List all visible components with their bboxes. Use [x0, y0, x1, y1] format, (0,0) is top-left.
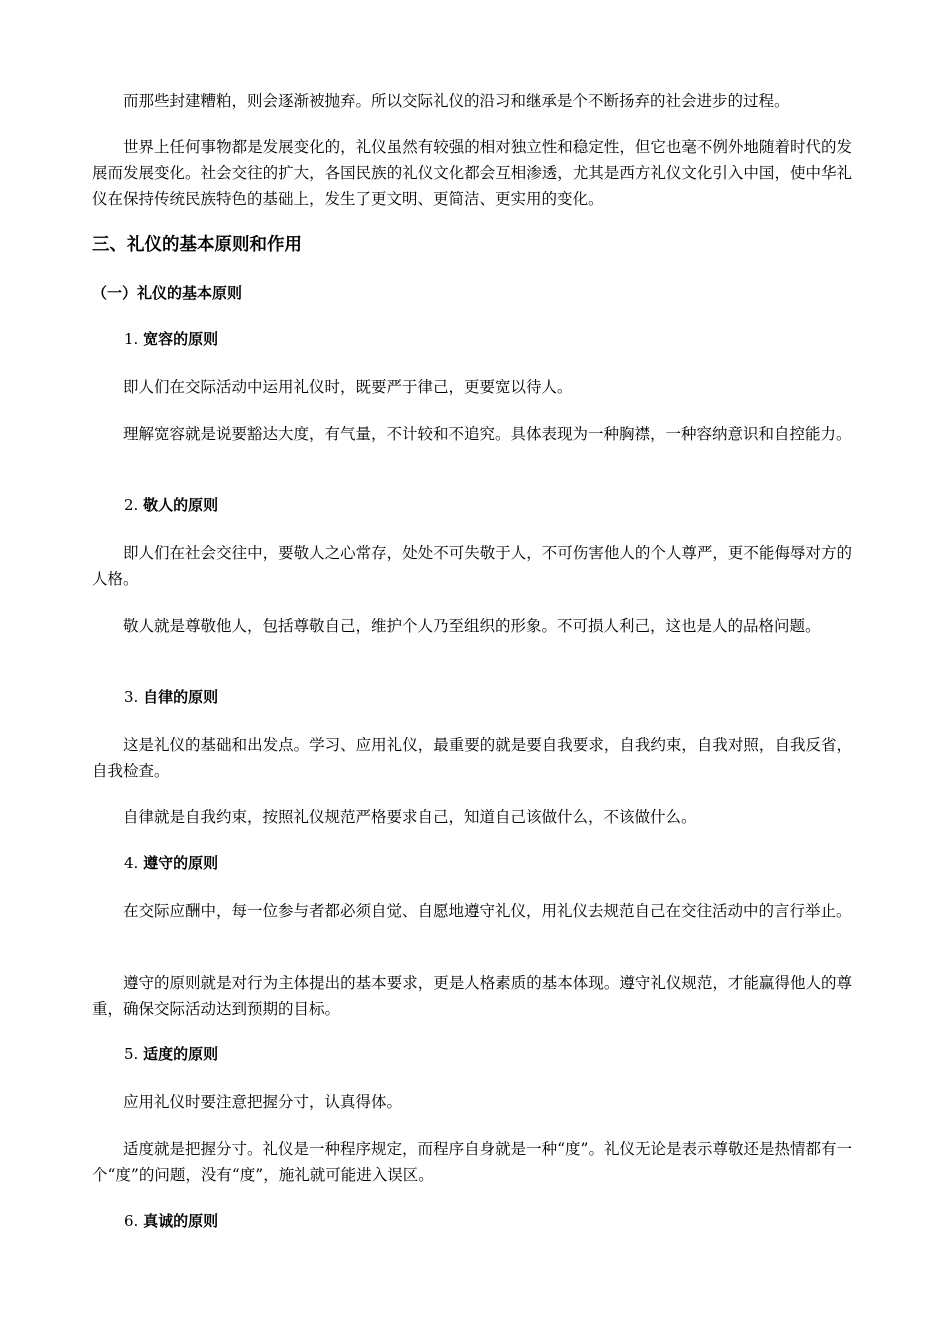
body-paragraph: 理解宽容就是说要豁达大度，有气量，不计较和不追究。具体表现为一种胸襟，一种容纳意识和自控能力。	[123, 425, 852, 443]
body-paragraph: 世界上任何事物都是发展变化的，礼仪虽然有较强的相对独立性和稳定性，但它也毫不例外地随着时代的发展而发展变化。社会交往的扩大，各国民族的礼仪文化都会互相渗透，尤其是西方礼仪文化引入中国，使中华礼仪在保持传统民族特色的基础上，发生了更文明、更简洁、更实用的变化。	[92, 138, 852, 208]
principle-number: 5.	[124, 1045, 139, 1063]
principle-heading	[124, 493, 218, 517]
principle-number: 2.	[124, 496, 139, 514]
principle-title: 敬人的原则	[143, 496, 219, 514]
section-heading: 三、礼仪的基本原则和作用	[92, 235, 302, 255]
principle-heading	[124, 1209, 218, 1233]
principle-number: 6.	[124, 1212, 139, 1230]
body-paragraph: 即人们在社会交往中，要敬人之心常存，处处不可失敬于人，不可伤害他人的个人尊严，更不能侮辱对方的人格。	[92, 544, 852, 588]
principle-number: 1.	[124, 330, 139, 348]
body-paragraph: 遵守的原则就是对行为主体提出的基本要求，更是人格素质的基本体现。遵守礼仪规范，才能赢得他人的尊重，确保交际活动达到预期的目标。	[92, 974, 852, 1018]
body-paragraph: 敬人就是尊敬他人，包括尊敬自己，维护个人乃至组织的形象。不可损人利己，这也是人的品格问题。	[123, 617, 821, 635]
principle-heading	[124, 1042, 218, 1066]
body-paragraph: 而那些封建糟粕，则会逐渐被抛弃。所以交际礼仪的沿习和继承是个不断扬弃的社会进步的过程。	[123, 92, 790, 110]
body-paragraph: 适度就是把握分寸。礼仪是一种程序规定，而程序自身就是一种“度”。礼仪无论是表示尊敬还是热情都有一个“度”的问题，没有“度”，施礼就可能进入误区。	[92, 1140, 852, 1184]
principle-heading	[124, 327, 218, 351]
principle-title: 真诚的原则	[143, 1212, 219, 1230]
body-paragraph: 即人们在交际活动中运用礼仪时，既要严于律己，更要宽以待人。	[123, 378, 573, 396]
principle-heading	[124, 685, 218, 709]
principle-title: 宽容的原则	[143, 330, 219, 348]
principle-title: 遵守的原则	[143, 854, 219, 872]
body-paragraph: 在交际应酬中，每一位参与者都必须自觉、自愿地遵守礼仪，用礼仪去规范自己在交往活动中的言行举止。	[123, 902, 852, 920]
body-paragraph: 自律就是自我约束，按照礼仪规范严格要求自己，知道自己该做什么，不该做什么。	[123, 808, 697, 826]
body-paragraph: 这是礼仪的基础和出发点。学习、应用礼仪，最重要的就是要自我要求，自我约束，自我对照，自我反省，自我检查。	[92, 736, 852, 780]
body-paragraph: 应用礼仪时要注意把握分寸，认真得体。	[123, 1093, 403, 1111]
principle-heading	[124, 851, 218, 875]
subsection-heading: （一）礼仪的基本原则	[92, 284, 243, 302]
principle-number: 4.	[124, 854, 139, 872]
principle-title: 适度的原则	[143, 1045, 219, 1063]
principle-number: 3.	[124, 688, 139, 706]
principle-title: 自律的原则	[143, 688, 219, 706]
